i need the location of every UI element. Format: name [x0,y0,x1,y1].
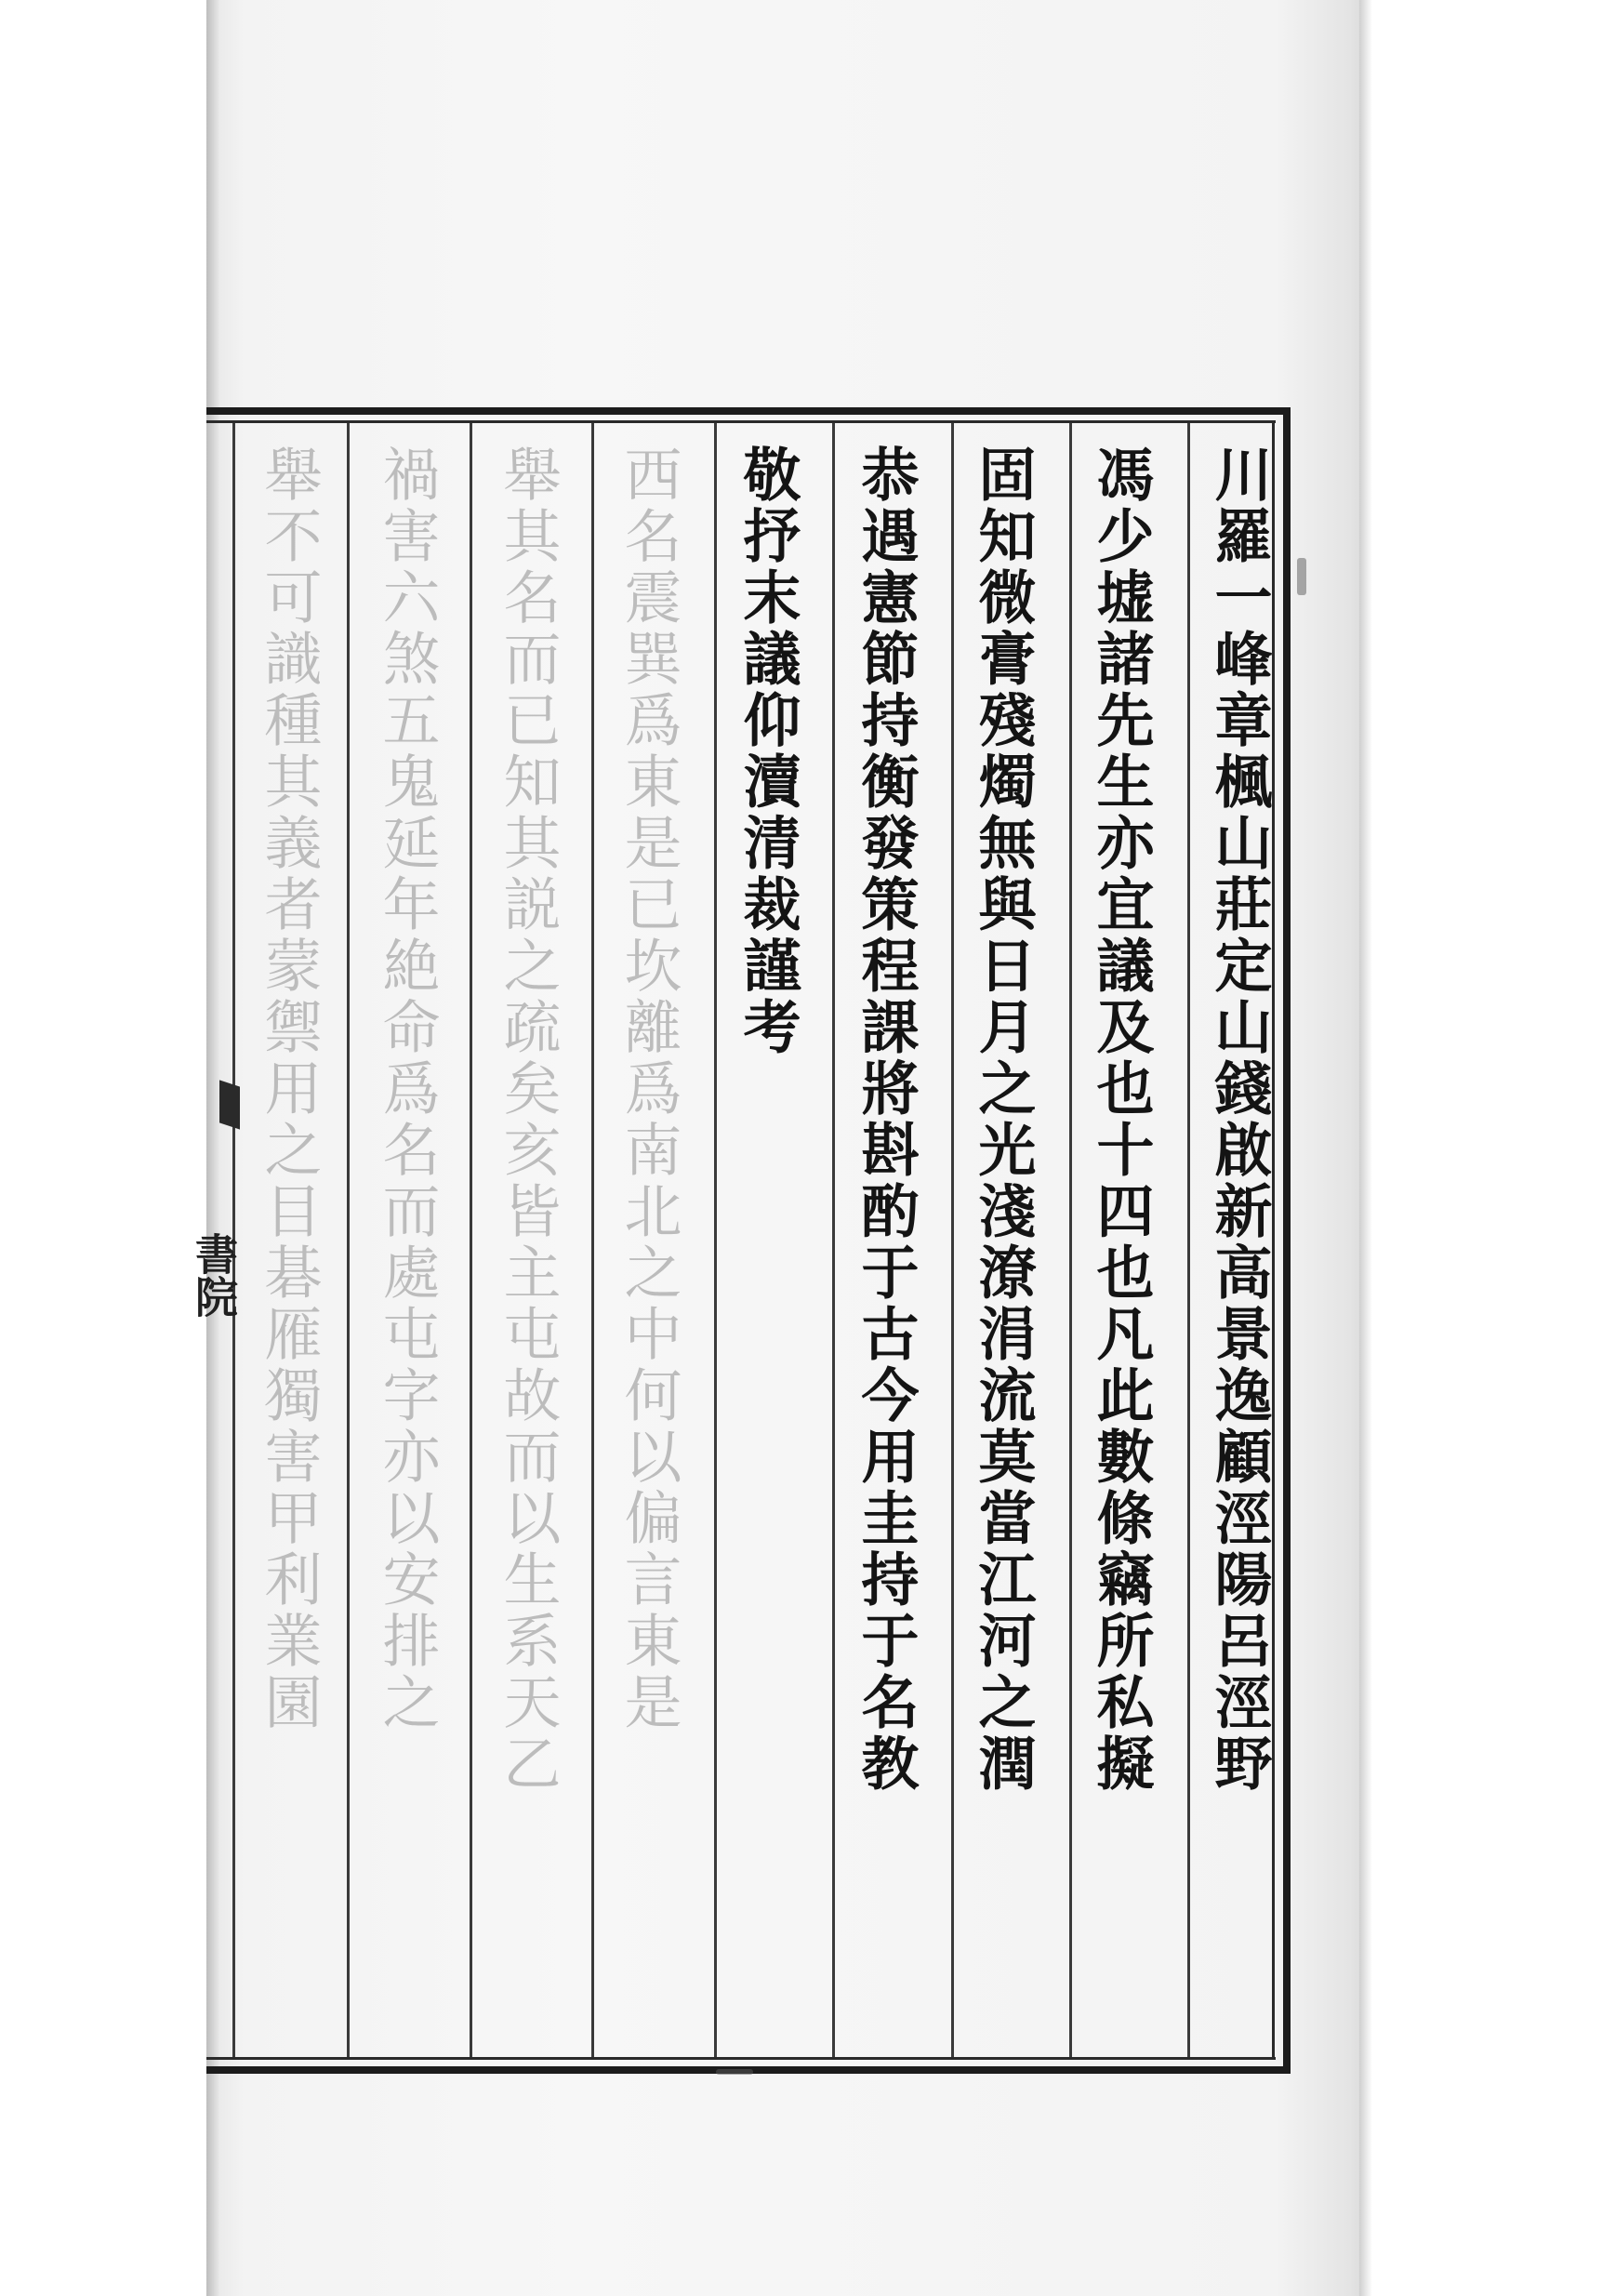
bleed-column-2: 舉其名而已知其説之疏矣亥皆主屯故而以生系天乙 [494,445,562,1795]
column-rule [1069,423,1072,2057]
column-rule [951,423,954,2057]
column-rule [1187,423,1190,2057]
column-rule [832,423,835,2057]
frame-right-border [1283,407,1291,2074]
column-rule [714,423,717,2057]
column-rule [470,423,472,2057]
frame-bottom-inner-border [206,2057,1276,2060]
text-column-2: 馮少墟諸先生亦宜議及也十四也凡此數條竊所私擬 [1087,445,1155,1795]
text-column-3: 固知微膏殘燭無與日月之光淺潦涓流莫當江河之潤 [969,445,1037,1795]
ink-smudge [1297,558,1306,595]
ink-smudge [716,2069,753,2075]
bleed-column-4: 舉不可識種其義者蒙禦用之目碁雁獨害甲利業園 [255,445,323,1733]
text-column-5: 敬抒末議仰瀆清裁謹考 [734,445,801,1058]
text-column-4: 恭遇憲節持衡發策程課將斟酌于古今用圭持于名教 [852,445,920,1795]
page-edge [1359,0,1372,2296]
margin-label: 書院 [189,1232,239,1318]
fold-mark [219,1080,240,1129]
bleed-column-1: 西名震巽爲東是已坎離爲南北之中何以偏言東是 [615,445,682,1733]
text-column-1: 川羅一峰章楓山莊定山錢啟新高景逸顧涇陽呂涇野 [1205,445,1273,1795]
frame-top-inner-border [206,420,1276,423]
bleed-column-3: 禍害六煞五鬼延年絶命爲名而處屯字亦以安排之 [373,445,441,1733]
column-rule [347,423,350,2057]
frame-top-border [206,407,1291,415]
column-rule [591,423,594,2057]
binding-shadow [206,0,219,2296]
